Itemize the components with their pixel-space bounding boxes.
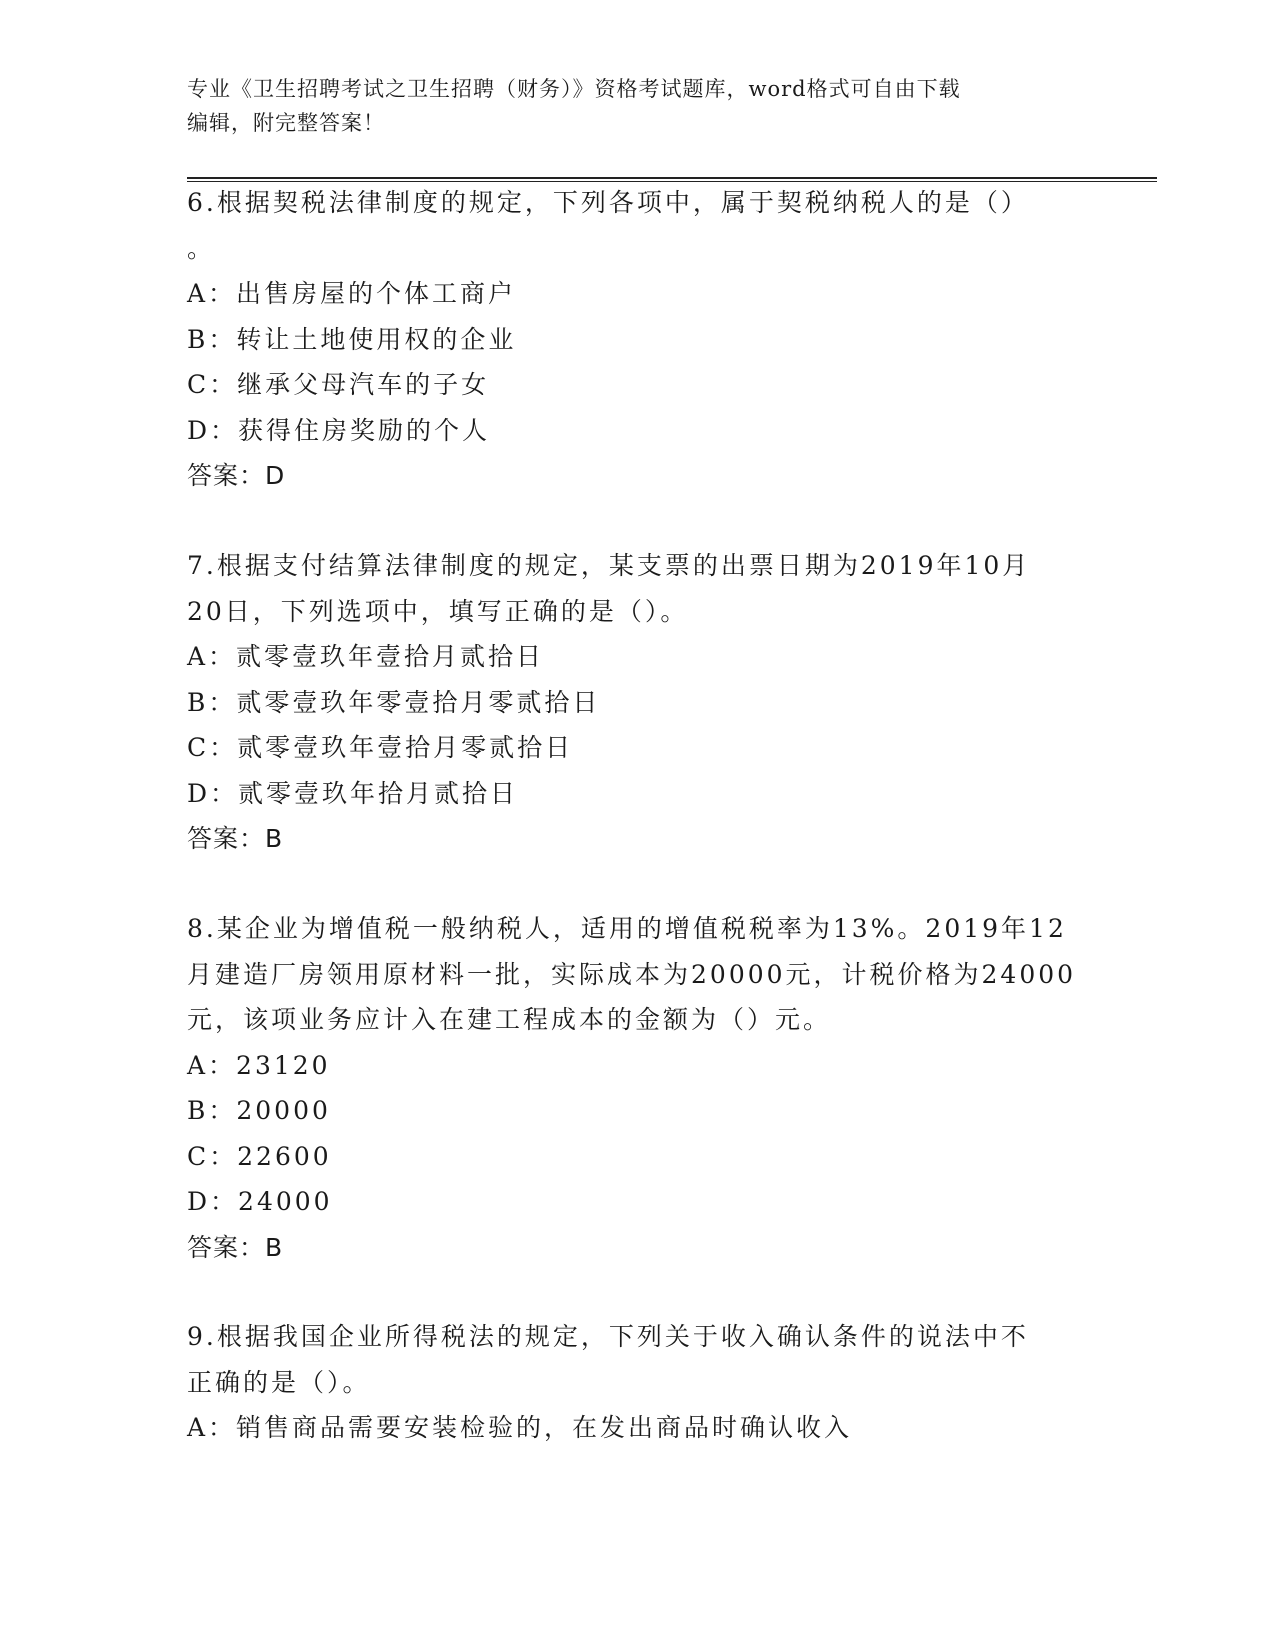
divider-rule — [187, 177, 1157, 179]
question-text: 元，该项业务应计入在建工程成本的金额为（）元。 — [187, 1005, 832, 1034]
option-c: C：继承父母汽车的子女 — [187, 370, 490, 399]
answer-text: 答案：B — [187, 824, 284, 853]
option-b: B：20000 — [187, 1096, 331, 1125]
question-8 — [187, 906, 1087, 1270]
option-c: C：贰零壹玖年壹拾月零贰拾日 — [187, 733, 574, 762]
question-6 — [187, 180, 1087, 499]
question-text: 20日，下列选项中，填写正确的是（）。 — [187, 596, 689, 626]
question-9 — [187, 1314, 1087, 1451]
option-d: D：贰零壹玖年拾月贰拾日 — [187, 778, 519, 808]
question-text: 6.根据契税法律制度的规定，下列各项中，属于契税纳税人的是（） — [187, 188, 1029, 217]
option-b: B：转让土地使用权的企业 — [187, 324, 517, 354]
option-a: A：销售商品需要安装检验的，在发出商品时确认收入 — [187, 1413, 853, 1442]
question-text: 月建造厂房领用原材料一批，实际成本为20000元，计税价格为24000 — [187, 959, 1077, 989]
question-text: 7.根据支付结算法律制度的规定，某支票的出票日期为2019年10月 — [187, 551, 1031, 580]
option-a: A：出售房屋的个体工商户 — [187, 279, 517, 308]
answer-text: 答案：D — [187, 461, 286, 490]
option-d: D：获得住房奖励的个人 — [187, 415, 491, 445]
question-text: 8.某企业为增值税一般纳税人，适用的增值税税率为13%。2019年12 — [187, 914, 1067, 943]
question-text: 正确的是（）。 — [187, 1367, 371, 1397]
answer-text: 答案：B — [187, 1232, 284, 1262]
document-header — [187, 72, 1067, 140]
question-text: 。 — [187, 233, 216, 263]
option-d: D：24000 — [187, 1187, 333, 1216]
option-c: C：22600 — [187, 1141, 332, 1171]
option-a: A：23120 — [187, 1050, 331, 1080]
header-line-2: 编辑，附完整答案！ — [187, 111, 385, 135]
header-line-1: 专业《卫生招聘考试之卫生招聘（财务）》资格考试题库，word格式可自由下载 — [187, 77, 961, 101]
question-7 — [187, 543, 1087, 862]
option-a: A：贰零壹玖年壹拾月贰拾日 — [187, 642, 545, 671]
question-text: 9.根据我国企业所得税法的规定，下列关于收入确认条件的说法中不 — [187, 1322, 1029, 1351]
option-b: B：贰零壹玖年零壹拾月零贰拾日 — [187, 687, 601, 717]
